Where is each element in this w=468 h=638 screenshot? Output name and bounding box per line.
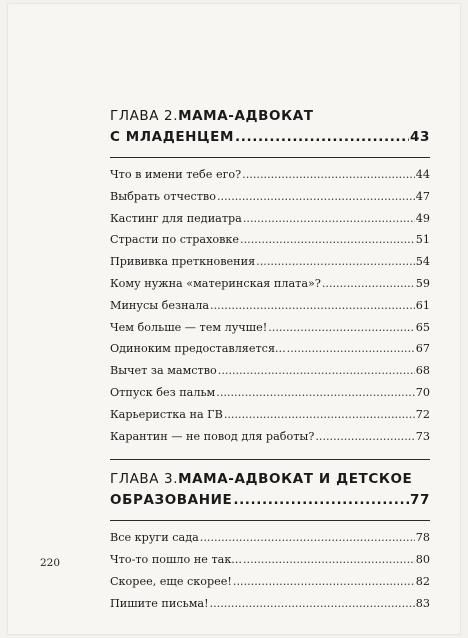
dot-leader: [240, 229, 415, 251]
entry-title: Одиноким предоставляется...: [110, 342, 286, 356]
entry-page-number: 54: [415, 255, 430, 269]
toc-entry: [110, 527, 430, 549]
page-number: 220: [40, 557, 61, 569]
toc-entry: [110, 338, 430, 360]
dot-leader: [315, 426, 414, 448]
entry-title: Кастинг для педиатра: [110, 211, 242, 225]
entry-title: Все круги сада: [110, 531, 199, 545]
chapter-label: ГЛАВА 3.: [110, 471, 179, 488]
dot-leader: [210, 593, 415, 615]
dot-leader: [242, 164, 415, 186]
chapter-label: ГЛАВА 2.: [110, 108, 179, 124]
divider: [110, 157, 430, 158]
dot-leader: [256, 251, 415, 273]
entry-page-number: 44: [415, 168, 430, 181]
toc-entry: [110, 571, 430, 593]
dot-leader: [287, 338, 415, 360]
toc-entry: [110, 229, 430, 251]
toc-entry: [110, 549, 430, 571]
entry-page-number: 49: [415, 211, 430, 225]
entry-page-number: 51: [415, 233, 430, 247]
chapter-page-number: 43: [410, 129, 430, 145]
entry-title: Что в имени тебе его?: [110, 168, 242, 181]
entry-title: Чем больше — тем лучше!: [110, 320, 268, 334]
chapter-2: [110, 106, 430, 447]
toc-entry: [110, 360, 430, 382]
toc-entry: [110, 593, 430, 615]
dot-leader: [210, 295, 415, 317]
entry-page-number: 68: [415, 364, 430, 378]
entry-title: Вычет за мамство: [110, 364, 217, 378]
toc-entry: [110, 295, 430, 317]
entry-page-number: 61: [415, 298, 430, 312]
divider: [110, 520, 430, 521]
dot-leader: [268, 317, 415, 339]
chapter-3-heading: [110, 469, 430, 511]
dot-leader: [216, 382, 414, 404]
chapter-title-line1: МАМА-АДВОКАТ: [178, 108, 314, 124]
dot-leader: [224, 404, 415, 426]
entry-page-number: 67: [415, 342, 430, 356]
table-of-contents: [110, 106, 430, 615]
chapter-title-line2: С МЛАДЕНЦЕМ: [110, 129, 235, 145]
entry-title: Пишите письма!: [110, 596, 209, 610]
dot-leader: [243, 549, 415, 571]
toc-entry: [110, 251, 430, 273]
entry-title: Минусы безнала: [110, 298, 210, 312]
entry-page-number: 80: [415, 553, 430, 567]
toc-entry: [110, 382, 430, 404]
entry-page-number: 73: [415, 429, 430, 443]
chapter-2-heading: [110, 106, 430, 148]
entry-title: Страсти по страховке: [110, 233, 240, 247]
bleed-through-text: [38, 50, 41, 60]
dot-leader: [243, 208, 415, 230]
dot-leader: [233, 490, 409, 511]
divider: [110, 459, 430, 460]
entry-title: Скорее, еще скорее!: [110, 574, 232, 588]
dot-leader: [235, 127, 409, 148]
entry-list: [110, 164, 430, 447]
entry-title: Выбрать отчество: [110, 189, 216, 203]
entry-title: Прививка преткновения: [110, 255, 256, 269]
dot-leader: [233, 571, 415, 593]
chapter-title-line2: ОБРАЗОВАНИЕ: [110, 492, 233, 509]
toc-entry: [110, 186, 430, 208]
toc-entry: [110, 426, 430, 448]
entry-title: Кому нужна «материнская плата»?: [110, 276, 321, 290]
entry-page-number: 65: [415, 320, 430, 334]
entry-title: Отпуск без пальм: [110, 385, 216, 399]
dot-leader: [200, 527, 415, 549]
entry-title: Карьеристка на ГВ: [110, 407, 223, 421]
entry-page-number: 72: [415, 407, 430, 421]
chapter-title-line1: МАМА-АДВОКАТ И ДЕТСКОЕ: [178, 471, 413, 488]
entry-title: Что-то пошло не так...: [110, 553, 242, 567]
toc-entry: [110, 164, 430, 186]
entry-page-number: 82: [415, 574, 430, 588]
entry-page-number: 78: [415, 531, 430, 545]
entry-list: [110, 527, 430, 614]
toc-entry: [110, 404, 430, 426]
entry-page-number: 59: [415, 276, 430, 290]
chapter-page-number: 77: [410, 492, 430, 509]
entry-page-number: 83: [415, 596, 430, 610]
dot-leader: [218, 360, 415, 382]
entry-page-number: 70: [415, 385, 430, 399]
toc-entry: [110, 208, 430, 230]
toc-entry: [110, 273, 430, 295]
entry-page-number: 47: [415, 189, 430, 203]
toc-entry: [110, 317, 430, 339]
entry-title: Карантин — не повод для работы?: [110, 429, 315, 443]
dot-leader: [322, 273, 415, 295]
chapter-3: [110, 459, 430, 614]
dot-leader: [217, 186, 415, 208]
